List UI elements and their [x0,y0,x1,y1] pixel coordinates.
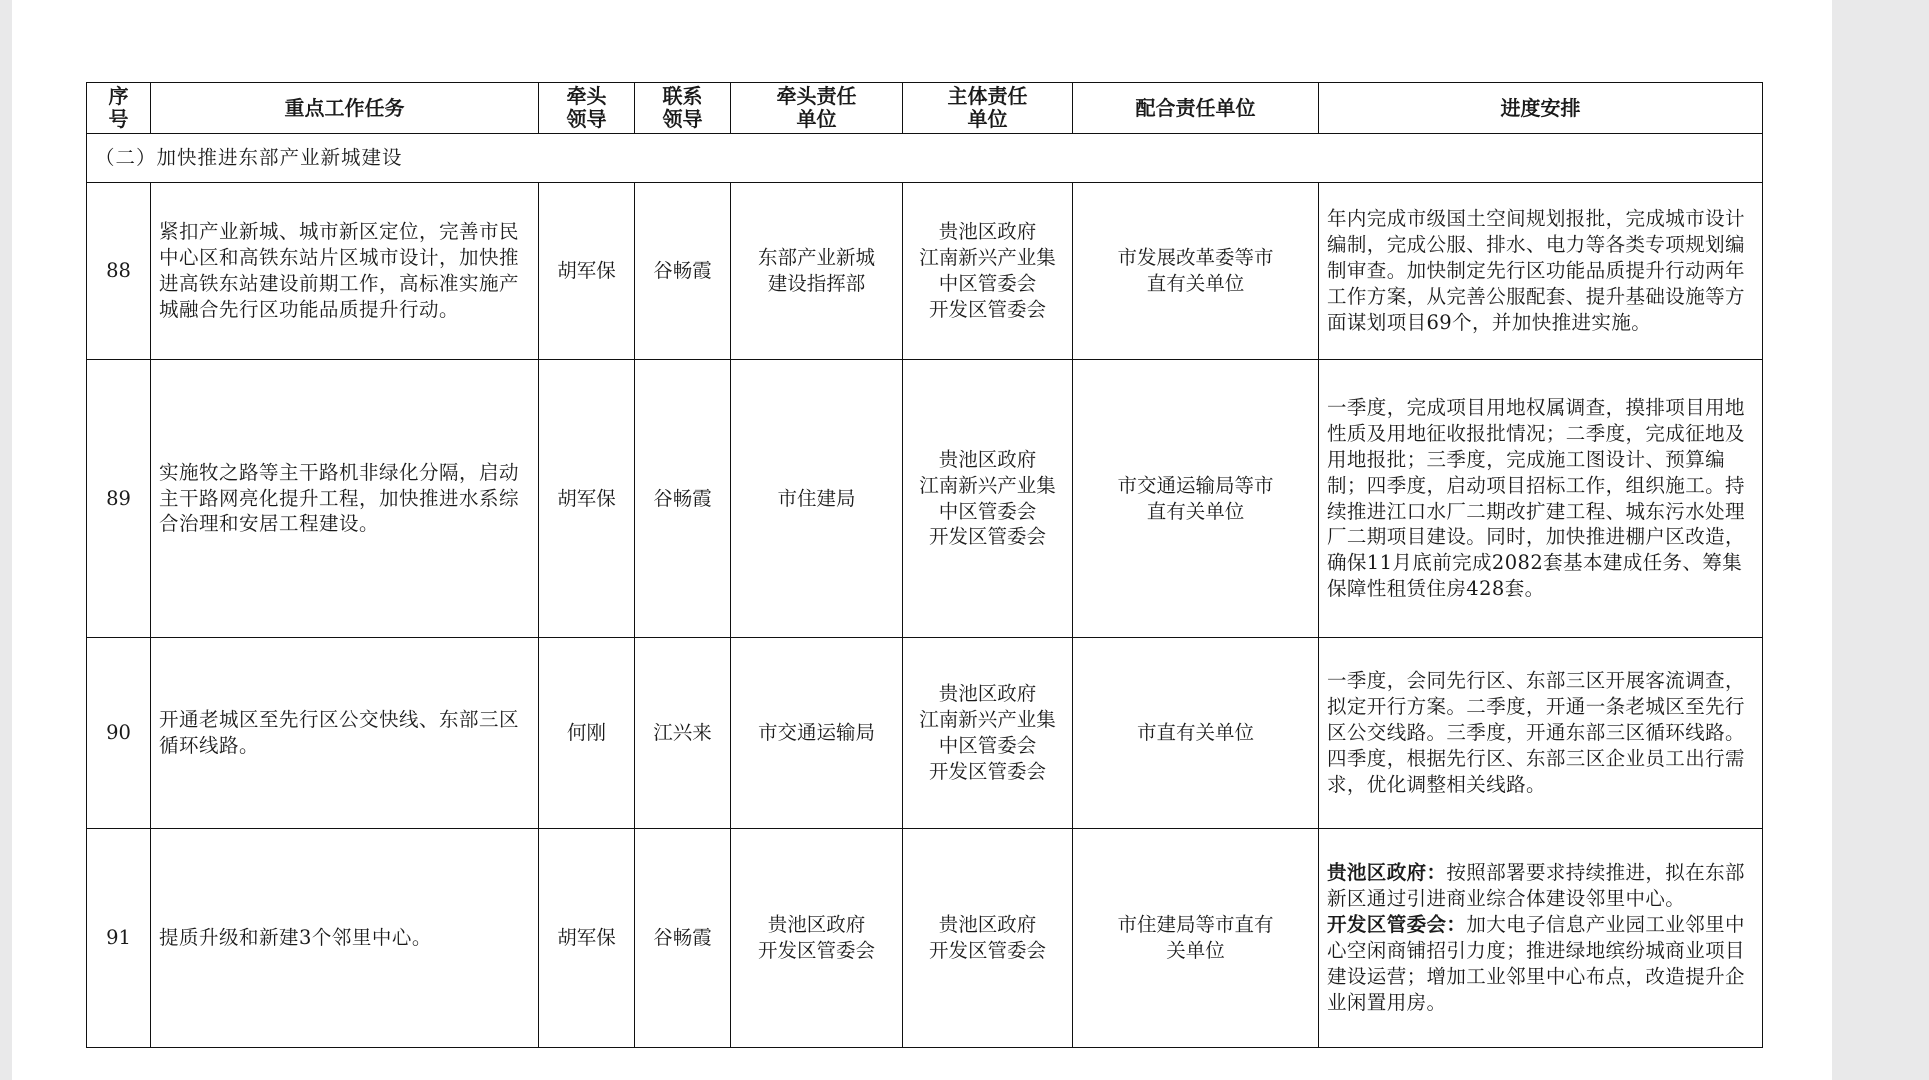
row-contact: 谷畅霞 [635,829,731,1048]
row-progress: 年内完成市级国土空间规划报批，完成城市设计编制，完成公服、排水、电力等各类专项规划编制审查。加快制定先行区功能品质提升行动两年工作方案，从完善公服配套、提升基础设施等方面谋划项目69个，并加快推进实施。 [1319,183,1763,360]
header-progress: 进度安排 [1319,83,1763,134]
progress-part [1327,860,1754,912]
row-main-unit: 贵池区政府 江南新兴产业集中区管委会 开发区管委会 [903,638,1073,829]
row-lead: 胡军保 [539,829,635,1048]
header-contact: 联系领导 [635,83,731,134]
table-row [87,638,1763,829]
progress-part-label: 开发区管委会： [1327,913,1467,937]
row-no: 90 [87,638,151,829]
row-task: 开通老城区至先行区公交快线、东部三区循环线路。 [151,638,539,829]
row-lead-unit: 东部产业新城建设指挥部 [731,183,903,360]
row-task: 实施牧之路等主干路机非绿化分隔，启动主干路网亮化提升工程，加快推进水系综合治理和安居工程建设。 [151,360,539,638]
row-progress: 一季度，完成项目用地权属调查，摸排项目用地性质及用地征收报批情况；二季度，完成征地及用地报批；三季度，完成施工图设计、预算编制；四季度，启动项目招标工作，组织施工。持续推进江口水厂二期改扩建工程、城东污水处理厂二期项目建设。同时，加快推进棚户区改造，确保11月底前完成2082套基本建成任务、筹集保障性租赁住房428套。 [1319,360,1763,638]
row-task: 紧扣产业新城、城市新区定位，完善市民中心区和高铁东站片区城市设计，加快推进高铁东站建设前期工作，高标准实施产城融合先行区功能品质提升行动。 [151,183,539,360]
table-row [87,829,1763,1048]
row-no: 91 [87,829,151,1048]
header-lead: 牵头领导 [539,83,635,134]
viewer-background [1832,0,1929,1080]
header-lead-unit: 牵头责任单位 [731,83,903,134]
row-progress [1319,829,1763,1048]
section-title: （二）加快推进东部产业新城建设 [87,134,1763,183]
row-contact: 江兴来 [635,638,731,829]
row-lead-unit: 贵池区政府 开发区管委会 [731,829,903,1048]
row-lead-unit: 市住建局 [731,360,903,638]
progress-part-text: 加大电子信息产业园工业邻里中心空闲商铺招引力度；推进绿地缤纷城商业项目建设运营；增加工业邻里中心布点，改造提升企业闲置用房。 [1327,913,1745,1014]
row-coop-unit: 市直有关单位 [1073,638,1319,829]
work-task-table [86,82,1763,1048]
progress-part [1327,912,1754,1016]
header-coop-unit: 配合责任单位 [1073,83,1319,134]
row-contact: 谷畅霞 [635,360,731,638]
row-coop-unit: 市交通运输局等市直有关单位 [1073,360,1319,638]
progress-part-label: 贵池区政府： [1327,861,1447,885]
row-progress: 一季度，会同先行区、东部三区开展客流调查，拟定开行方案。二季度，开通一条老城区至先行区公交线路。三季度，开通东部三区循环线路。四季度，根据先行区、东部三区企业员工出行需求，优化调整相关线路。 [1319,638,1763,829]
table-row [87,360,1763,638]
table-row [87,183,1763,360]
header-row [87,83,1763,134]
row-task: 提质升级和新建3个邻里中心。 [151,829,539,1048]
row-coop-unit: 市住建局等市直有关单位 [1073,829,1319,1048]
row-lead: 胡军保 [539,360,635,638]
row-lead-unit: 市交通运输局 [731,638,903,829]
row-contact: 谷畅霞 [635,183,731,360]
row-main-unit: 贵池区政府 江南新兴产业集中区管委会 开发区管委会 [903,360,1073,638]
section-row [87,134,1763,183]
header-task: 重点工作任务 [151,83,539,134]
row-main-unit: 贵池区政府 开发区管委会 [903,829,1073,1048]
row-no: 89 [87,360,151,638]
header-main-unit: 主体责任单位 [903,83,1073,134]
header-no: 序号 [87,83,151,134]
document-page [12,0,1832,1080]
row-no: 88 [87,183,151,360]
progress-part-text: 按照部署要求持续推进，拟在东部新区通过引进商业综合体建设邻里中心。 [1327,861,1745,911]
row-main-unit: 贵池区政府 江南新兴产业集中区管委会 开发区管委会 [903,183,1073,360]
row-lead: 胡军保 [539,183,635,360]
row-coop-unit: 市发展改革委等市直有关单位 [1073,183,1319,360]
row-lead: 何刚 [539,638,635,829]
